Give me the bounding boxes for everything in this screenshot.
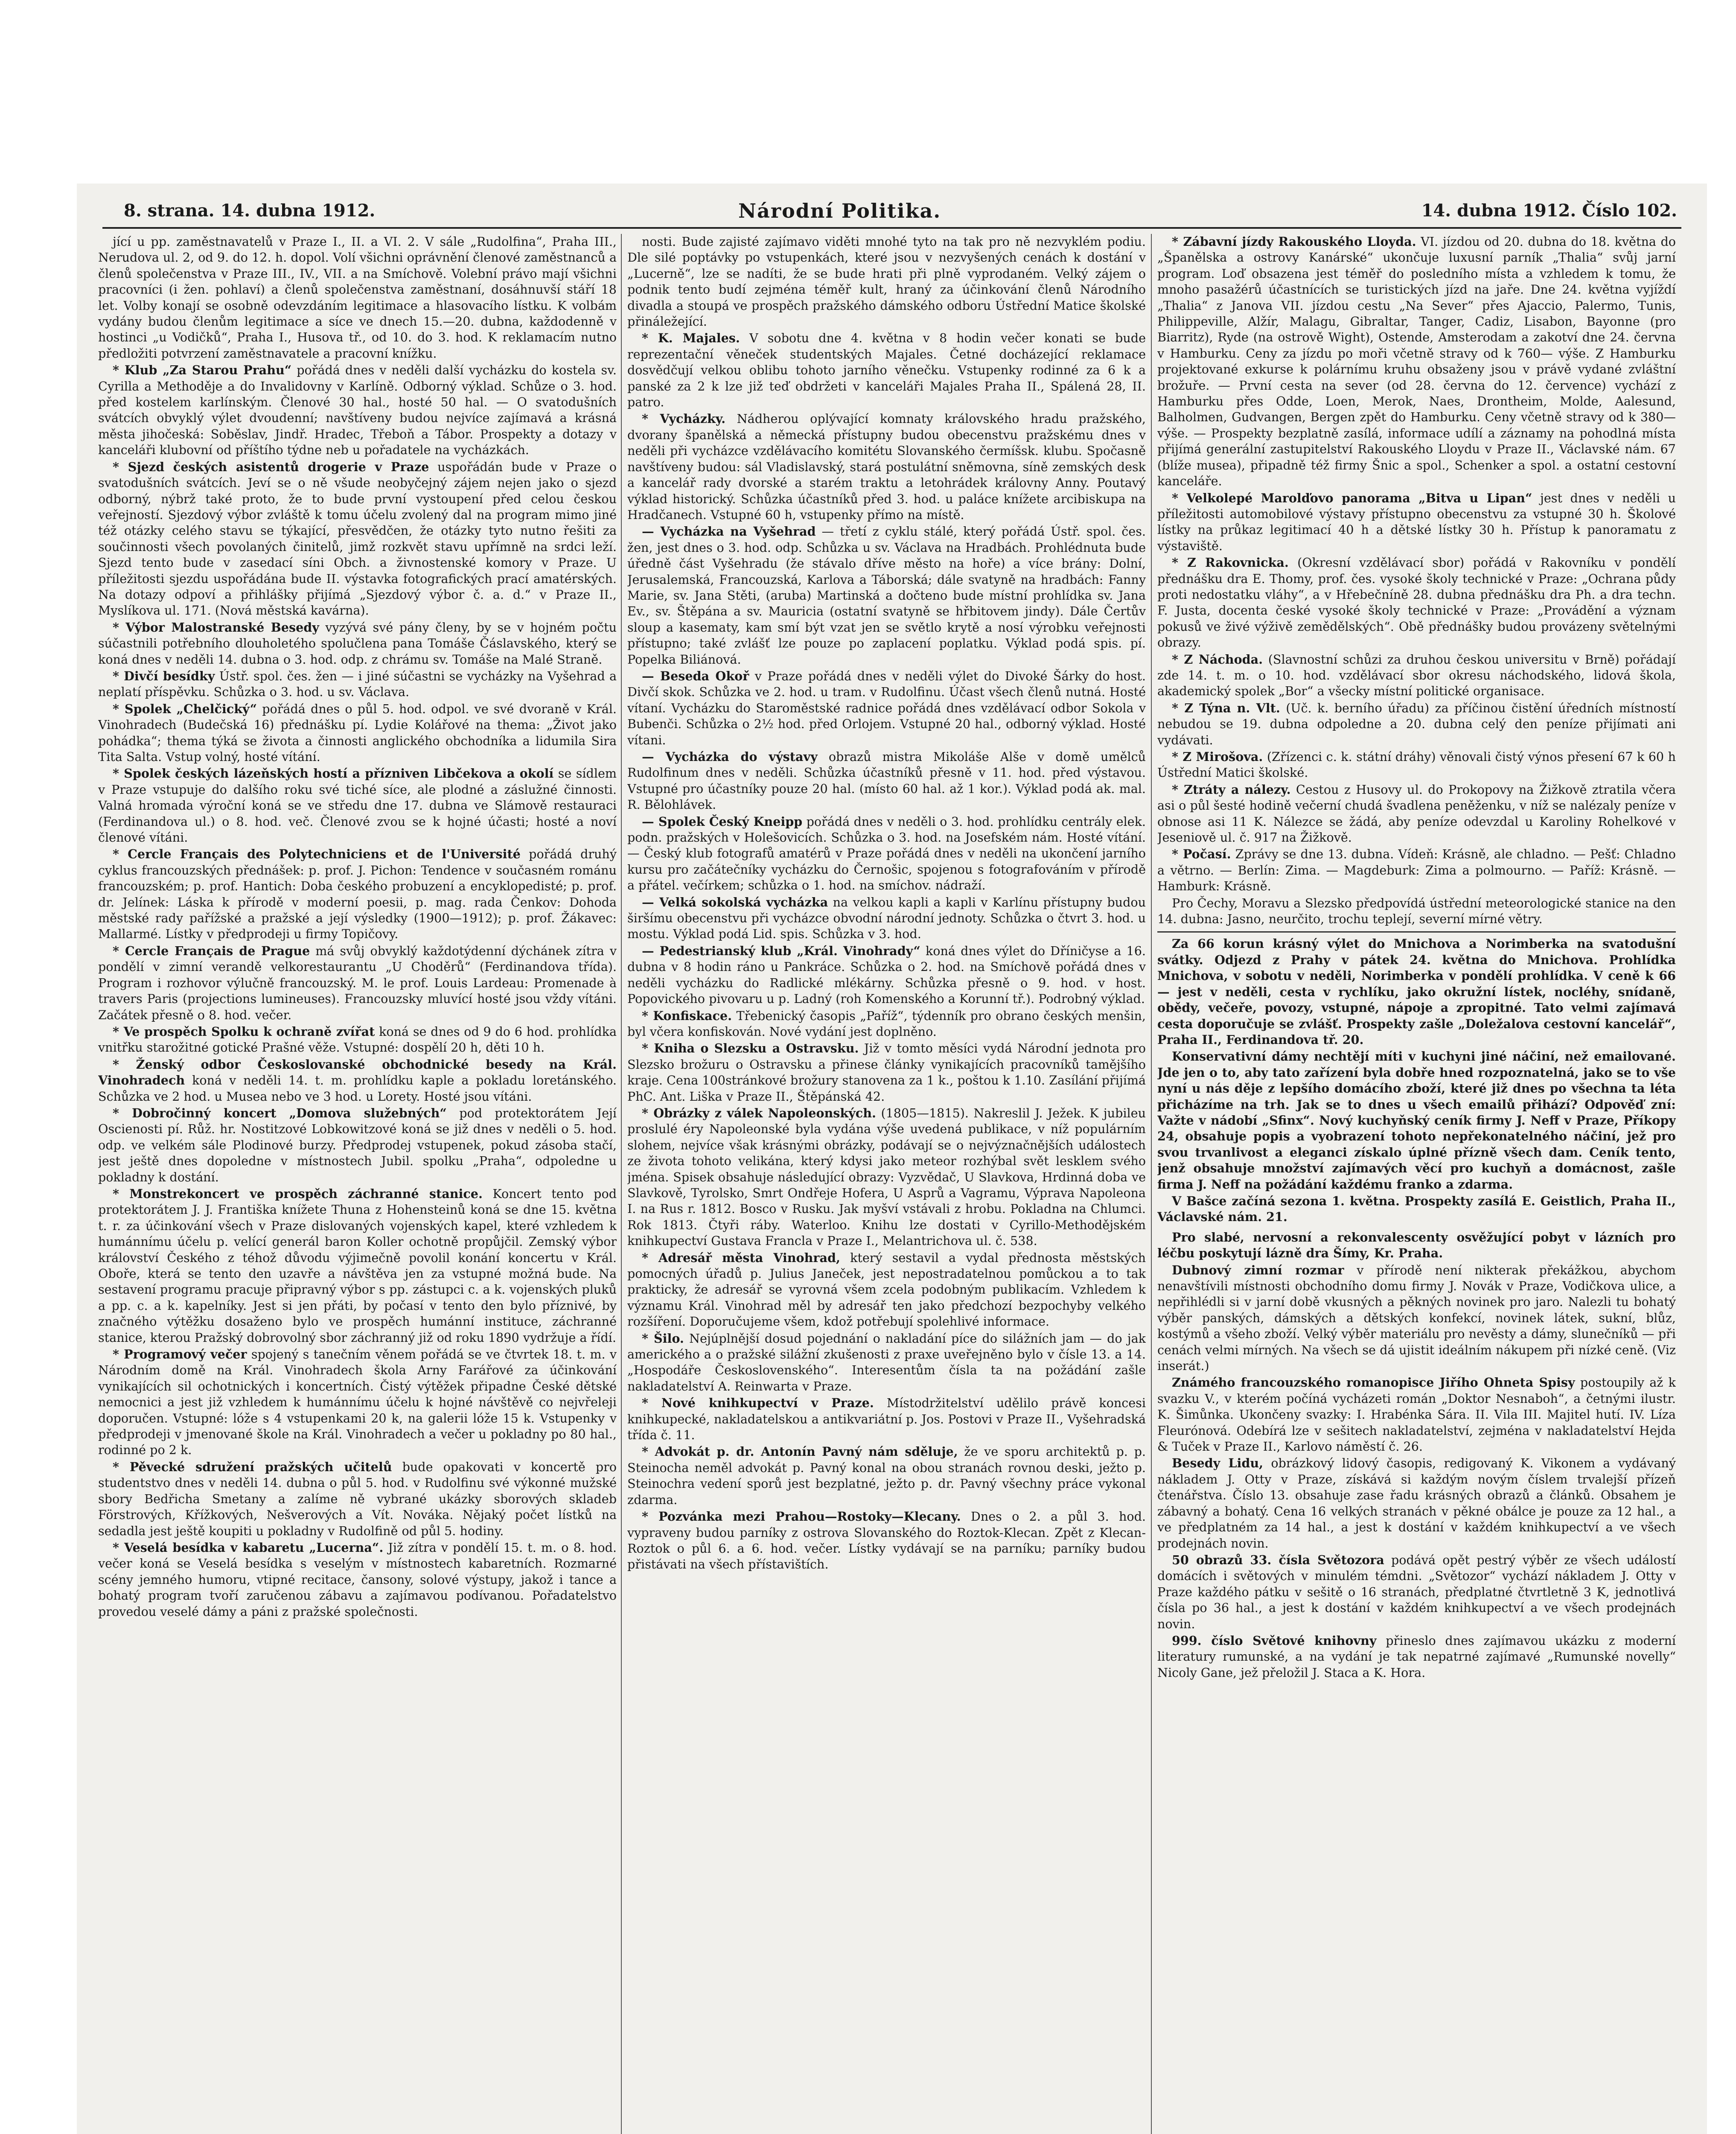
article-paragraph xyxy=(1157,652,1676,700)
advertisement-text: Za 66 korun krásný výlet do Mnichova a Norimberka na svatodušní svátky. Odjezd z Prahy v pátek 24. května do Mnichova. Prohlídka Mnichova, v sobotu v neděli, Norimberka v pondělí prohlídka. V ceně k 66 — jest v neděli, cesta v rychlíku, jako okružní lístek, nocléhy, snídaně, obědy, večeře, povozy, vstupné, nápoje a zpropitné. Tato velmi zajímavá cesta doporučuje se zvlášť. Prospekty zašle „Doležalova cestovní kancelář“, Praha II., Ferdinandova tř. 20. xyxy=(1157,936,1676,1047)
article-body: jící u pp. zaměstnavatelů v Praze I., II. a VI. 2. V sále „Rudolfina“, Praha III., Nerudova ul. 2, od 9. do 12. h. dopol. Volí všichni oprávnění členové zaměstnanců a členů společenstva v Praze III., IV., VII. a na Smíchově. Volební právo mají všichni pracovníci (i žen. pohlaví) a členů společenstva zaměstnaní, dosáhnuvší stáří 18 let. Volby konají se osobně odevzdáním legitimace a hlasovacího lístku. K volbám vydány budou členům legitimace a síce ve dnech 15.—20. dubna, každodenně v hostinci „u Vodičků“, Praha I., Husova tř., od 10. do 3. hod. K reklamacím nutno předložiti potvrzení zaměstnavatele a pracovní knížku. xyxy=(98,234,617,361)
article-heading: * Divčí besídky xyxy=(113,668,215,683)
article-paragraph xyxy=(1157,846,1676,894)
article-heading: * Z Týna n. Vlt. xyxy=(1172,700,1280,715)
article-paragraph xyxy=(627,330,1146,410)
article-body: (Uč. k. berního úřadu) za příčinou čistění úředních místností nebudou se 19. dubna odpoledne a 20. dubna celý den peníze přijímati ani vydávati. xyxy=(1157,700,1676,747)
article-body: že ve sporu architektů p. p. Steinocha neměl advokát p. Pavný konal na obou stranách rovnou deski, ježto p. Steinochra vedení sporů jest bezplatné, ježto p. dr. Pavný všechny práce vykonal zdarma. xyxy=(627,1444,1146,1507)
article-heading: * Sjezd českých asistentů drogerie v Praze xyxy=(113,459,429,474)
article-heading: Pro slabé, nervosní a rekonvalescenty osvěžující pobyt v lázních pro léčbu poskytují lázně dra Šímy, Kr. Praha. xyxy=(1157,1230,1676,1261)
article-heading: * Pěvecké sdružení pražských učitelů xyxy=(113,1459,392,1474)
article-paragraph xyxy=(98,701,617,765)
article-body: Třebenický časopis „Paříž“, týdenník pro obrano českých menšin, byl včera konfiskován. Nové vydání jest doplněno. xyxy=(627,1008,1146,1039)
article-paragraph xyxy=(627,411,1146,523)
column-1 xyxy=(98,234,617,2134)
article-heading: * Z Náchoda. xyxy=(1172,652,1263,667)
article-paragraph xyxy=(1157,490,1676,554)
article-heading: — Vycházka na Vyšehrad xyxy=(642,524,816,539)
article-heading: 999. číslo Světové knihovny xyxy=(1172,1633,1377,1648)
article-paragraph xyxy=(627,1041,1146,1105)
article-paragraph xyxy=(1157,895,1676,927)
article-paragraph xyxy=(98,766,617,845)
article-body: pořádá druhý cyklus francouzských přednášek: p. prof. J. Pichon: Tendence v současném románu francouzském; p. prof. Hantich: Doba českého probuzení a encyklopedisté; p. prof. dr. Jelínek: Láska k přírodě v moderní poesii, p. mag. rada Čenkov: Dohoda městské rady pařížské a pražské a její výsledky (1900—1912); p. prof. Žákavec: Mallarmé. Lístky v předprodeji u firmy Topičovy. xyxy=(98,847,617,942)
article-body: nosti. Bude zajisté zajímavo viděti mnohé tyto na tak pro ně nezvyklém podiu. Dle silé poptávky po vstupenkách, které jsou v nezvyšených cenách k dostání v „Lucerně“, lze se nadíti, že se bude hrati při plně vyprodaném. Velký zájem o podnik tento budí zejména téměř kult, hraný za účinkování členů Národního divadla a stoupá ve prospěch pražského dámského odboru Ústřední Matice školské přináležející. xyxy=(627,234,1146,329)
article-paragraph xyxy=(627,1250,1146,1330)
article-heading: * Cercle Français de Prague xyxy=(113,943,310,958)
article-heading: * Ztráty a nálezy. xyxy=(1172,782,1291,797)
column-3 xyxy=(1157,234,1676,2134)
article-paragraph xyxy=(98,668,617,700)
article-heading: * Spolek českých lázeňských hostí a přízniven Libčekova a okolí xyxy=(113,766,554,781)
article-paragraph xyxy=(1157,700,1676,748)
article-body: Nádherou oplývající komnaty královského hradu pražského, dvorany španělská a německá přístupny budou obecenstvu pražskému dnes v neděli při vycházce vzdělávacího komitétu Slovanského čermíšsk. klubu. Spočasně navštíveny budou: sál Vladislavský, stará postulátní sněmovna, síně zemských desk a kancelář rady dvorské a starém traktu a letohrádek královny Anny. Poutavý výklad historický. Schůzka účastníků před 3. hod. u paláce knížete arcibiskupa na Hradčanech. Vstupné 60 h, vstupenky přímo na místě. xyxy=(627,411,1146,522)
issue-date-number: 14. dubna 1912. Číslo 102. xyxy=(1421,201,1677,221)
article-body: pořádá dnes v neděli další vycházku do kostela sv. Cyrilla a Methoděje a do Invalidovny v Karlíně. Odborný výklad. Schůze o 3. hod. před kostelem karlínským. Členové 30 hal., hosté 50 hal. — O svatodušních svátcích obvyklý výlet dvoudenní; navštíveny budou nejvíce zajímavá a krásná města jihočeská: Soběslav, Jindř. Hradec, Třeboň a Tábor. Prospekty a dotazy v kanceláři klubovní od příštího týdne neb u pořadatele na vycházkách. xyxy=(98,363,617,458)
article-body: uspořádán bude v Praze o svatodušních svátcích. Jeví se o ně všude neobyčejný zájem nejen jako o sjezd odborný, nýbrž také proto, že to bude první vystoupení před celou českou veřejností. Sjezdový výbor zvláště k tomu účelu zvolený dal na program mimo jiné též otázky celého stavu se týkající, přesvědčen, že otázky tyto nutno řešiti za součinnosti všech povolaných činitelů, jimž rozkvět stavu upřímně na srdci leží. Sjezd tento bude v zasedací síni Obch. a živnostenské komory v Praze. U příležitosti sjezdu uspořádána bude II. výstavka fotografických prací amatérských. Na dotazy odpoví a přihlášky přijímá „Sjezdový výbor č. a. d.“ v Praze II., Myslíkova ul. 171. (Nová městská kavárna). xyxy=(98,459,617,618)
article-body: Již v tomto měsíci vydá Národní jednota pro Slezsko brožuru o Ostravsku a přinese články vynikajících pracovníků tamějšího kraje. Cena 100stránkové brožury stanovena za 1 k., poštou k 1.10. Zasílání přijímá PhC. Ant. Liška v Praze II., Štěpánská 42. xyxy=(627,1041,1146,1104)
article-heading: Známého francouzského romanopisce Jiřího Ohneta Spisy xyxy=(1172,1375,1575,1390)
article-heading: * Velkolepé Marolďovo panorama „Bitva u Lipan“ xyxy=(1172,490,1532,505)
article-body: v přírodě není nikterak překážkou, abychom nenavštívili místnosti obchodního domu firmy J. Novák v Praze, Vodičkova ulice, a nepřihlédli si v jarní době vkusných a pěkných novinek pro jaro. Nalezli tu bohatý výběr panských, dámských a dětských konfekcí, novinek látek, sukní, blůz, kostýmů a všeho zboží. Velký výběr materiálu pro nevěsty a dámy, slunečníků — při cenách velmi mírných. Na všech se dá ujistit ideálním nákupem při nízké ceně. (Viz inserát.) xyxy=(1157,1262,1676,1373)
article-paragraph xyxy=(1157,1262,1676,1374)
column-divider xyxy=(1151,234,1152,2134)
article-heading: * Ve prospěch Spolku k ochraně zvířat xyxy=(113,1024,375,1039)
article-body: obrazů mistra Mikoláše Alše v domě umělců Rudolfinum dnes v neděli. Schůzka účastníků přesně v 11. hod. před výstavou. Vstupné pro účastníky pouze 20 hal. (místo 60 hal. až 1 kor.). Výklad podá ak. mal. R. Bělohlávek. xyxy=(627,749,1146,812)
article-body: Zprávy se dne 13. dubna. Vídeň: Krásně, ale chladno. — Pešť: Chladno a větrno. — Berlín: Zima. — Magdeburk: Zima a polmourno. — Paříž: Krásně. — Hamburk: Krásně. xyxy=(1157,847,1676,894)
article-heading: * Šilo. xyxy=(642,1331,684,1346)
article-paragraph xyxy=(627,1008,1146,1040)
article-body: se sídlem v Praze vstupuje do dalšího roku své tiché síce, ale plodné a záslužné činnosti. Valná hromada výroční koná se ve středu dne 17. dubna ve Slámově restauraci (Ferdinandova ul.) o 8. hod. več. Členové zvou se k hojné účasti; hosté a noví členové vítáni. xyxy=(98,766,617,845)
article-body: vyzývá své pány členy, by se v hojném počtu súčastnili potřebního dlouholetého spolučlena pana Tomáše Čáslavského, který se koná dnes v neděli 14. dubna o 3. hod. odp. z chrámu sv. Tomáše na Malé Straně. xyxy=(98,620,617,667)
article-body: postoupily až k svazku V., v kterém počíná vycházeti román „Doktor Nesnaboh“, a četnými ilustr. K. Šimůnka. Ukončeny svazky: I. Hrabénka Sára. II. Vila III. Majitel hutí. IV. Líza Fleurónová. Odebírá lze v sešitech nakladatelství, zejména v nakladatelství Hejda & Tuček v Praze II., Karlovo náměstí č. 26. xyxy=(1157,1375,1676,1454)
article-paragraph xyxy=(1157,782,1676,846)
article-paragraph xyxy=(1157,1375,1676,1455)
article-body: má svůj obvyklý každotýdenní dýchánek zítra v pondělí v zimní verandě velkorestaurantu „U Choděrů“ (Ferdinandova třída). Program i rozhovor výlučně francouzský. M. le prof. Louis Lardeau: Promenade à travers Paris (projections lumineuses). Francouzsky mluvící hosté jsou vždy vítáni. Začátek přesně o 8. hod. večer. xyxy=(98,943,617,1022)
article-heading: * Z Mirošova. xyxy=(1172,749,1263,764)
article-body: VI. jízdou od 20. dubna do 18. května do „Španělska a ostrovy Kanárské“ ukončuje luxusní parník „Thalia“ svůj jarní program. Loď obsazena jest téměř do posledního místa a vzhledem k tomu, že mnoho pasažérů účastnících se turistických jízd na jaře. Dne 24. května vyjíždí „Thalia“ z Janova VII. jízdou cestu „Na Sever“ přes Ajaccio, Palermo, Tunis, Philippeville, Alžír, Malagu, Gibraltar, Tanger, Cadiz, Lisabon, Bayonne (pro Biarritz), Ryde (na ostrově Wight), Ostende, Amsterodam a zakotví dne 24. června v Hamburku. Ceny za jízdu po moři včetně stravy od k 760— výše. Z Hamburku projektované exkurse k polárnímu kruhu obsaženy jsou v právě vydané zvláštní brožuře. — První cesta na sever (od 28. června do 12. července) vychází z Hamburku přes Odde, Loen, Merok, Naes, Drontheim, Molde, Aalesund, Balholmen, Gudvangen, Bergen zpět do Hamburku. Ceny včetně stravy od k 380— výše. — Prospekty bezplatně zasílá, informace udílí a záznamy na pohodlná místa přijímá generální zastupitelství Rakouského Lloydu v Praze II., Václavské nám. 67 (blíže musea), připadně též firmy Šnic a spol., Schenker a spol. a ostatní cestovní kanceláře. xyxy=(1157,234,1676,489)
article-paragraph xyxy=(98,362,617,458)
article-heading: * K. Majales. xyxy=(642,331,740,346)
advertisement-text: Konservativní dámy nechtějí míti v kuchyni jiné náčiní, než emailované. Jde jen o to, aby tato zařízení byla dobře hned rozpoznatelná, jako se to vše nyní u nás děje z lepšího domácího zboží, které již dnes po všechna ta léta přicházíme na trh. Jak se to dnes u všech emailů přihází? Odpověď zní: Važte v nádobí „Sfinx“. Nový kuchyňský ceník firmy J. Neff v Praze, Příkopy 24, obsahuje popis a vyobrazení tohoto nepřekonatelného náčiní, jež pro svou trvanlivost a eleganci získalo úplné přízně všech dam. Ceník tento, jenž obsahuje množství zajímavých věcí pro kuchyň a domácnost, zašle firma J. Neff na požádání každému franko a zdarma. xyxy=(1157,1049,1676,1192)
article-heading: * Klub „Za Starou Prahu“ xyxy=(113,363,292,378)
article-body: V sobotu dne 4. května v 8 hodin večer konati se bude reprezentační věneček studentských Majales. Četné docházející reklamace dosvědčují velkou oblibu tohoto jarního věnečku. Vstupenky rodinné za 6 k a panské za 2 k lze již teď obdržeti v kanceláři Majales Praha II., Spálená 28, II. patro. xyxy=(627,331,1146,410)
article-heading: * Programový večer xyxy=(113,1347,247,1362)
article-body: bude opakovati v koncertě pro studentstvo dnes v neděli 14. dubna o půl 5. hod. v Rudolfinu své výkonné mužské sbory Bedřicha Smetany a zalíme ně vybrané ukázky sborových skladeb Förstrových, Křížkových, Nešverových a Vít. Nováka. Nějaký počet lístků na sedadla jest ještě koupiti u pokladny v Rudolfině od půl 5. hodiny. xyxy=(98,1459,617,1538)
article-body: jest dnes v neděli u příležitosti automobilové výstavy přístupno obecenstvu za vstupné 30 h. Školové lístky na průkaz legitimací 40 h a dětské lístky 30 h. Přístup k panoramatu z výstaviště. xyxy=(1157,490,1676,553)
article-paragraph xyxy=(627,1395,1146,1443)
article-paragraph xyxy=(627,524,1146,668)
article-heading: * Veselá besídka v kabaretu „Lucerna“. xyxy=(113,1540,384,1555)
article-body: Ústř. spol. čes. žen — i jiné súčastni se vycházky na Vyšehrad a neplatí příspěvku. Schůzka o 3. hod. u sv. Václava. xyxy=(98,668,617,700)
article-body: koná dnes výlet do Dříničyse a 16. dubna v 8 hodin ráno u Pankráce. Schůzka o 2. hod. na Smíchově pořádá dnes v neděli vycházku do Radlické mlékárny. Schůzka přesně o 9. hod. v host. Popovického pivovaru u p. Ladný (roh Komenského a Korunní tř.). Podrobný výklad. xyxy=(627,943,1146,1006)
advertisement-text: V Bašce začíná sezona 1. května. Prospekty zasílá E. Geistlich, Praha II., Václavské nám. 21. xyxy=(1157,1193,1676,1224)
article-paragraph xyxy=(1157,234,1676,490)
article-heading: * Konfiskace. xyxy=(642,1008,732,1023)
article-paragraph xyxy=(98,1105,617,1185)
article-heading: * Cercle Français des Polytechniciens et de l'Université xyxy=(113,847,521,862)
article-paragraph xyxy=(627,895,1146,942)
article-body: pořádá dnes v neděli o 3. hod. prohlídku centrály elek. podn. pražských v Holešovicích. Schůzka o 3. hod. na Josefském nám. Hosté vítání. — Český klub fotografů amatérů v Praze pořádá dnes v neděli na ukončení jarního kursu pro začátečníky vycházku do Černošic, spojenou s fotografováním v přírodě a přátel. večírkem; schůzka o 1. hod. na smíchov. nádraží. xyxy=(627,814,1146,893)
article-heading: * Advokát p. dr. Antonín Pavný nám sděluje, xyxy=(642,1444,958,1459)
article-heading: * Monstrekoncert ve prospěch záchranné stanice. xyxy=(113,1186,483,1201)
article-paragraph xyxy=(1157,555,1676,650)
article-paragraph xyxy=(627,1331,1146,1395)
article-paragraph xyxy=(1157,1633,1676,1681)
article-paragraph xyxy=(627,814,1146,894)
article-body: koná v neděli 14. t. m. prohlídku kaple a pokladu loretánského. Schůzka ve 2 hod. u Musea nebo ve 3 hod. u Lorety. Hosté jsou vítáni. xyxy=(98,1073,617,1104)
article-heading: * Vycházky. xyxy=(642,411,726,426)
article-heading: * Adresář města Vinohrad, xyxy=(642,1250,840,1265)
article-paragraph xyxy=(98,1347,617,1458)
article-body: v Praze pořádá dnes v neděli výlet do Divoké Šárky do host. Divčí skok. Schůzka ve 2. hod. u tram. v Rudolfinu. Účast všech členů nutná. Hosté vítaní. Vycházku do Staroměstské radnice pořádá dnes vzdělávací odbor Sokola v Bubenči. Schůzka o 2½ hod. před Orlojem. Vstupné 20 hal., odborný výklad. Hosté vítani. xyxy=(627,668,1146,747)
article-paragraph xyxy=(627,1105,1146,1249)
article-heading: * Pozvánka mezi Prahou—Rostoky—Klecany. xyxy=(642,1509,961,1524)
article-heading: — Beseda Okoř xyxy=(642,668,749,683)
article-heading: * Spolek „Chelčický“ xyxy=(113,701,257,716)
article-heading: Besedy Lidu, xyxy=(1172,1456,1264,1471)
page-number-date: 8. strana. 14. dubna 1912. xyxy=(124,201,376,221)
article-paragraph xyxy=(627,668,1146,748)
article-paragraph xyxy=(1157,1230,1676,1262)
article-paragraph xyxy=(98,1459,617,1539)
article-heading: — Vycházka do výstavy xyxy=(642,749,818,764)
article-heading: — Velká sokolská vycházka xyxy=(642,895,828,910)
article-body: Místodržitelství udělilo právě koncesi knihkupecké, nakladatelskou a antikvariátní p. Jos. Postovi v Praze II., Vyšehradská třída č. 11. xyxy=(627,1396,1146,1443)
column-2 xyxy=(627,234,1146,2134)
article-body: — třetí z cyklu stálé, který pořádá Ústř. spol. čes. žen, jest dnes o 3. hod. odp. Schůzka u sv. Václava na Hradbách. Prohlédnuta bude úředně část Vyšehradu (že stávalo dříve město na hoře) a více brány: Dolní, Jerusalemská, Francouzská, Karlova a Táborská; dále svatyně na hradbách: Fanny Marie, sv. Jana Stěti, (aruba) Martinská a dočteno bude místní prohlídka sv. Jana Ev., sv. Štěpána a sv. Mauricia (ostatní svatyně se hřbitovem jindy). Dále Čertův sloup a kasematy, kam smí být vzat jen se světlo krytě a nosí výrobku veřejnosti přístupno; také zvlášť lze pouze po zaplacení poplatku. Výklad podá spis. pí. Popelka Biliánová. xyxy=(627,524,1146,667)
article-heading: 50 obrazů 33. čísla Světozora xyxy=(1172,1552,1384,1567)
article-body: (Okresní vzdělávací sbor) pořádá v Rakovníku v pondělí přednášku dra E. Thomy, prof. čes. vysoké školy technické v Praze: „Ochrana půdy proti nedostatku vláhy“, a v Hřebečníně 28. dubna přednášku dra Ph. a dra techn. F. Justa, docenta české vysoké školy technické v Praze: „Provádění a význam pokusů ve živé výživě zemědělských“. Obě přednášky budou provázeny světelnými obrazy. xyxy=(1157,555,1676,650)
article-body: Nejúplnější dosud pojednání o nakladání píce do silážních jam — do jak amerického a o pražské silážní zkušenosti z praxe uveřejněno bylo v čísle 13. a 14. „Hospodáře Československého“. Interesentům čísla ta na požádání zašle nakladatelství A. Reinwarta v Praze. xyxy=(627,1331,1146,1394)
article-heading: * Ženský odbor Českoslovanské obchodnické besedy na Král. Vinohradech xyxy=(98,1057,617,1088)
article-body: spojený s tanečním věnem pořádá se ve čtvrtek 18. t. m. v Národním domě na Král. Vinohradech škola Arny Farářové za účinkování vynikajících sil ochotnických i koncertních. Čistý výtěžek připadne České dětské nemocnici a jest již vzhledem k humánnímu účelu k hojné návštěvě co nejvřeleji doporučen. Vstupné: lóže s 4 vstupenkami 20 k, na galerii lóže 15 k. Vstupenky v předprodeji v jmenované škole na Král. Vinohradech a večer u pokladny po 80 hal., rodinné po 2 k. xyxy=(98,1347,617,1458)
article-body: (Zřízenci c. k. státní dráhy) věnovali čistý výnos přesení 67 k 60 h Ústřední Matici školské. xyxy=(1157,749,1676,780)
article-heading: * Počasí. xyxy=(1172,847,1231,862)
article-body: koná se dnes od 9 do 6 hod. prohlídka vnitřku starožitné gotické Prašné věže. Vstupné: dospělí 20 h, děti 10 h. xyxy=(98,1024,617,1055)
article-heading: * Nové knihkupectví v Praze. xyxy=(642,1396,874,1411)
article-heading: * Dobročinný koncert „Domova služebných“ xyxy=(113,1105,447,1120)
article-paragraph xyxy=(627,234,1146,329)
article-heading: * Obrázky z válek Napoleonských. xyxy=(642,1105,876,1120)
article-heading: — Pedestrianský klub „Král. Vinohrady“ xyxy=(642,943,920,958)
article-body: obrázkový lidový časopis, redigovaný K. Vikonem a vydávaný nákladem J. Otty v Praze, získává si každým novým číslem trvalejší přízeň čtenářstva. Číslo 13. obsahuje zase řadu krásných obrazů a článků. Obsahem je zábavný a bohatý. Cena 16 velkých stranách v pěkné obálce je pouze za 12 hal., a ve předplatném za 14 hal., a jest k dostání v každém knihkupectví a ve všech prodejnách novin. xyxy=(1157,1456,1676,1551)
article-body: na velkou kapli a kapli v Karlínu přístupny budou širšímu obecenstvu při vycházce obvodní národní jednoty. Schůzka o čtvrt 3. hod. u mostu. Výklad podá Lid. spis. Schůzka v 3. hod. xyxy=(627,895,1146,942)
article-body: Pro Čechy, Moravu a Slezsko předpovídá ústřední meteorologické stanice na den 14. dubna: Jasno, neurčito, trochu teplejí, severní mírné větry. xyxy=(1157,895,1676,927)
article-paragraph xyxy=(98,1540,617,1620)
article-paragraph xyxy=(627,749,1146,813)
header-rule xyxy=(102,227,1681,229)
article-body: podává opět pestrý výběr ze všech událostí domácích i světových v minulém témdni. „Světozor“ vychází nákladem J. Otty v Praze každého pátku v sešitě o 16 stranách, předplatné čtvrtletně 3 K, jednotlivá čísla po 36 hal., a jest k dostání v každém knihkupectví a ve všech prodejnách novin. xyxy=(1157,1552,1676,1631)
article-heading: * Z Rakovnicka. xyxy=(1172,555,1289,570)
article-body: (1805—1815). Nakreslil J. Ježek. K jubileu proslulé éry Napoleonské byla vydána výše uvedená publikace, v níž populárním slohem, nejvíce však krásnými obrázky, podávají se o nejvýznačnějších událostech ze života tohoto velikána, který kdysi jako meteor rozhýbal svět lesklem svého jména. Spisek obsahuje následující obrazy: Vyzvědač, U Slavkova, Hrdinná doba ve Slavkově, Tyrolsko, Smrt Ondřeje Hofera, U Asprů a Vagramu, Výprava Napoleona I. na Rus r. 1812. Bosco v Rusku. Jak myšví vstávali z hrobu. Pokladna na Chlumci. Rok 1813. Čtyři ráby. Waterloo. Knihu lze dostati v Cyrillo-Methodějském knihkupectví Gustava Francla v Praze I., Melantrichova ul. č. 538. xyxy=(627,1105,1146,1248)
article-paragraph xyxy=(627,1444,1146,1508)
advertisement-block xyxy=(1157,931,1676,1225)
article-paragraph xyxy=(98,459,617,619)
article-paragraph xyxy=(1157,1455,1676,1551)
article-heading: * Výbor Malostranské Besedy xyxy=(113,620,319,635)
article-body: Koncert tento pod protektorátem J. J. Františka knížete Thuna z Hohensteinů koná se dne 15. května t. r. za účinkování všech v Praze dislovaných vojenských kapel, které vzhledem k humánnímu účelu p. velící generál baron Koller ochotně propůjčil. Zemský výbor království Českého z téhož důvodu výjimečně povolil konání koncertu v Král. Oboře, která se tento den uzavře a návštěva jen za vstupné možná bude. Na sestavení programu pracuje připravný výbor s pp. zástupci c. a k. vojenských pluků a pp. c. a k. kapelníky. Jest si jen přáti, by počasí v tento den bylo příznivé, by značného výtěžku dosaženo bylo ve prospěch humánní instituce, záchranné stanice, kterou Pražský dobrovolný sbor záchranný již od roku 1890 vydržuje a řídí. xyxy=(98,1186,617,1345)
article-paragraph xyxy=(1157,1552,1676,1632)
article-body: který sestavil a vydal přednosta městských pomocných úřadů p. Julius Janeček, jest nepostradatelnou pomůckou a to tak prakticky, že adresář se vyrovná všem zcela podobným publikacím. Vzhledem k významu Král. Vinohrad měl by adresář ten jako předchozí bezpochyby velkého rozšíření. Doporučujeme všem, kdož potřebují spolehlivé informace. xyxy=(627,1250,1146,1329)
article-paragraph xyxy=(627,1509,1146,1573)
article-body: pod protektorátem Její Oscienosti pí. Růž. hr. Nostitzové Lobkowitzové koná se již dnes v neděli o 5. hod. odp. ve velkém sále Plodinové burzy. Předprodej vstupenek, pokud zásoba stačí, jest ještě dnes dopoledne v místnostech Jubil. spolku „Praha“, odpoledne u pokladny k dostání. xyxy=(98,1105,617,1184)
article-heading: * Zábavní jízdy Rakouského Lloyda. xyxy=(1172,234,1416,249)
article-heading: Dubnový zimní rozmar xyxy=(1172,1262,1344,1277)
column-divider xyxy=(621,234,622,2134)
article-body: Cestou z Husovy ul. do Prokopovy na Žižkově ztratila včera asi o půl šesté hodině večerní chudá švadlena peněženku, v níž se nalézaly peníze v obnose asi 11 K. Nálezce se žádá, aby peníze odevzdal u Karoliny Rohelkové v Jeseniově ul. č. 917 na Žižkově. xyxy=(1157,782,1676,845)
article-paragraph xyxy=(627,943,1146,1007)
article-paragraph xyxy=(98,620,617,668)
masthead: Národní Politika. xyxy=(738,199,941,222)
page-header xyxy=(81,197,1703,227)
article-body: (Slavnostní schůzi za druhou českou universitu v Brně) pořádají zde 14. t. m. o 10. hod. vzdělávací sbor okresu náchodského, lidová škola, akademický spolek „Bor“ a všecky místní politické organisace. xyxy=(1157,652,1676,699)
article-paragraph xyxy=(98,1186,617,1346)
article-heading: — Spolek Český Kneipp xyxy=(642,814,803,829)
article-paragraph xyxy=(98,943,617,1023)
article-paragraph xyxy=(1157,749,1676,781)
article-body: Již zítra v pondělí 15. t. m. o 8. hod. večer koná se Veselá besídka s veselým v místnostech kabaretních. Rozmarné scény jemného humoru, vtipné recitace, čansony, solové výstupy, jakož i tance a bohatý program tvoří zaručenou zábavu a zajímavou podívanou. Pořadatelstvo provedou veselé dámy a páni z pražské společnosti. xyxy=(98,1540,617,1619)
article-body: Dnes o 2. a půl 3. hod. vypraveny budou parníky z ostrova Slovanského do Roztok-Klecan. Zpět z Klecan-Roztok o půl 6. a 6. hod. večer. Lístky vydávají se na parníku; parníky budou přistávati na všech přístavištích. xyxy=(627,1509,1146,1572)
article-heading: * Kniha o Slezsku a Ostravsku. xyxy=(642,1041,859,1056)
article-paragraph xyxy=(98,1057,617,1105)
article-paragraph xyxy=(98,846,617,942)
article-body: přineslo dnes zajímavou ukázku z moderní literatury rumunské, a na vydání je tak nepatrné zajímavé „Rumunské novelly“ Nicoly Gane, jež přeložil J. Staca a K. Hora. xyxy=(1157,1633,1676,1680)
article-body: pořádá dnes o půl 5. hod. odpol. ve své dvoraně v Král. Vinohradech (Budečská 16) přednášku pí. Lydie Kolářové na thema: „Život jako pohádka“; thema týká se života a činnosti anglického obchodníka a lidumila Sira Tita Salta. Vstup volný, hosté vítání. xyxy=(98,701,617,764)
article-paragraph xyxy=(98,234,617,361)
article-paragraph xyxy=(98,1024,617,1056)
